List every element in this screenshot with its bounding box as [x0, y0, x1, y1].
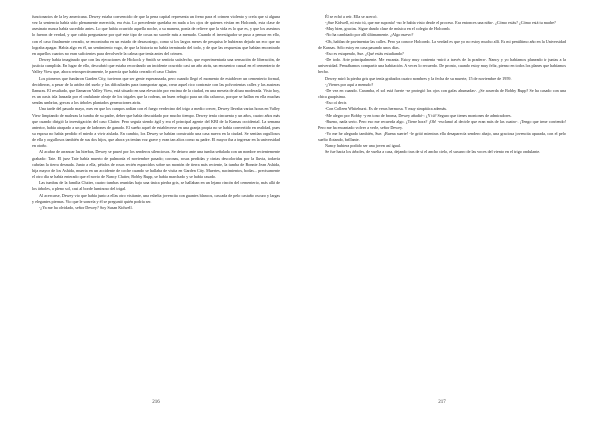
left-page: [32, 14, 280, 414]
paragraph: -Eso es estupendo, Sue. ¿Qué estás estudiando?: [325, 50, 404, 56]
paragraph: Dewey había imaginado que con las ejecuciones de Hickock y Smith se sentiría satisfecho, que experimentaría una sensación de liberación, de justicia cumplida. En lugar de ello, descubrió que estaba recordando un incidente ocurrido casi un año atrás, un encuentro casual en el cementerio de Valley View que, ahora retrospectivamente, le parecía que había cerrado el caso Clutter.: [32, 57, 280, 75]
paragraph: Los pioneros que fundaron Garden City, tuvieron que ser gente esperanzada, pero cuando llegó el momento de establecer un cementerio formal, decidieron, a pesar de la aridez del suelo y las dificultades para transportar agua, crear aquel rico contraste con las polvorientas calles y las austeras llanuras. El resultado, que llamaron Valley View, está situado en una elevación por encima de la ciudad, en una meseta de altura moderada. Visto hoy, es un oasis isla lanzada por el ondulante oleaje de los trigales que la rodean, un buen refugio para un día caluroso, porque se hallan en ella muchas sendas umbrías, grecas a los árboles plantados generaciones atrás.: [32, 75, 280, 106]
paragraph: Al acercarse, Dewey vio que había junto a ellas otro visitante, una esbelta jovencita con guantes blancos, cascada de pelo castaño oscuro y largas y elegantes piernas. Vio que le sonreía y él se preguntó quién podría ser.: [32, 192, 280, 204]
paragraph: Nancy hubiera podido ser una joven así igual.: [325, 143, 401, 149]
paragraph: -Muy bien, gracias. Sigue dando clase de música en el colegio de Holcomb.: [325, 26, 451, 32]
paragraph: -No ha cambiado por allí últimamente. ¿Algo nuevo?: [325, 32, 414, 38]
paragraph: -¿Ya me ha olvidado, señor Dewey? Soy Susan Kidwell.: [39, 204, 133, 210]
right-page-body: [318, 14, 566, 392]
paragraph: -Me alegro por Bobby -y en tono de broma, Dewey añadió-: ¿Y tú? Seguro que tienes montones de admiradores.: [325, 112, 512, 118]
paragraph: -Con Colleen Whitehurst. Es de veras hermosa. Y muy simpática además.: [325, 106, 448, 112]
left-page-body: [32, 14, 280, 392]
paragraph: Las tumbas de la familia Clutter, cuatro tumbas reunidas bajo una única piedra gris, se hallaban en un lejano rincón del cementerio, más allá de los árboles, a pleno sol, casi al borde luminoso del trigal.: [32, 180, 280, 192]
paragraph: -Oh, hablan de pavimentar las calles. Pero ya conoce Holcomb. La verdad es que yo no estoy mucho allí. Es mi penúltimo año en la Universidad de Kansas. Sólo estoy en casa pasando unos días.: [318, 38, 566, 50]
paragraph: Al acabar de arrancar las hierbas, Dewey se paseó por los senderos silenciosos. Se detuvo ante una tumba señalada con un nombre recientemente grabado: Tate. El juez Tate había muerto de pulmonía el noviembre pasado; coronas, rosas perdidas y cintas descoloridas por la lluvia, todavía cubrían la tierra desnuda. Junto a ella, pétalos de rosas recién esparcidos sobre un montón de tierra más reciente, la tumba de Bonnie Jean Ashida, hija mayor de los Ashida, muerta en un accidente de coche cuando se hallaba de visita en Garden City. Muertes, nacimientos, bodas... precisamente el otro día se había enterado que el novio de Nancy Clutter, Bobby Rupp, se había marchado y se había casado.: [32, 149, 280, 180]
page-number-right: 217: [438, 400, 446, 405]
paragraph: Una tarde del pasado mayo, mes en que los campos ardían con el fuego verdecino del trigo a medio crecer, Dewey llevaba varias horas en Valley View limpiando de malezas la tumba de su padre, deber que había descuidado por mucho tiempo. Dewey tenía cincuenta y un años, cuatro años más que cuando dirigió la investigación del caso Clutter. Pero seguía siendo ágil y era el principal agente del KBI de la Kansas occidental. La semana anterior, había atrapado a un par de ladrones de ganado. El sueño aquel de establecerse en una granja propia no se había convertido en realidad, pues su esposa no había perdido el miedo a vivir aislada. En cambio, los Dewey se habían construido una casa nueva en la ciudad. Se sentían orgullosos de ella y orgullosos también de sus dos hijos, que ahora ya tenían voz grave y eran tan altos como su padre. El mayor iba a ingresar en la universidad en otoño.: [32, 106, 280, 149]
paragraph: -Yo me he alegrado también, Sue. ¡Buena suerte! -le gritó mientras ella desaparecía sendero abajo, una graciosa jovencita apurada, con el pelo suelto flotando, brillante.: [318, 130, 566, 143]
paragraph: -De vez en cuando. Caramba, el sol está fuerte -se protegió los ojos con gafas ahumadas-. ¿Se acuerda de Bobby Rupp? Se ha casado con una chica guapísima.: [318, 87, 566, 100]
paragraph: -De todo. Arte principalmente. Me encanta. Estoy muy contenta -miró a través de la pradera-. Nancy y yo habíamos planeado ir juntas a la universidad. Pensábamos compartir una habitación. A veces lo recuerdo. De pronto, cuando estoy muy feliz, pienso en todos los planes que habíamos hecho.: [318, 57, 566, 75]
paragraph: -¡Sue Kidwell, ni esto tú, que me suponía! -no le había visto desde el proceso. Era entonces una niña-. ¿Cómo estás? ¿Cómo está tu madre?: [325, 20, 556, 26]
paragraph: Él se echó a reír. Ella se acercó.: [325, 14, 378, 19]
paragraph: Dewey miró la piedra gris que tenía grabados cuatro nombres y la fecha de su muerte, 15 de noviembre de 1959.: [325, 75, 512, 81]
right-page: [318, 14, 566, 414]
paragraph: -¿Vienes por aquí a menudo?: [325, 81, 374, 87]
paragraph: -Eso oí decir.: [325, 100, 347, 106]
page-number-left: 216: [152, 400, 160, 405]
paragraph: -Bueno, nada serio. Pero eso me recuerda algo. ¿Tiene hora? ¡Oh! -exclamó al decirle que eran más de las cuatro-. ¡Tengo que irme corriendo! Pero me ha encantado volver a verle, señor Dewey.: [318, 118, 566, 130]
paragraph: funcionarios de la ley americana. Dewey estaba convencido de que la pena capital representa un freno para el crimen violento y creía que si alguna vez la sentencia había sido plenamente merecida, era ésta. Lo precedente quedaba en nada a los ojos de quienes vivían en Holcomb, esta clase de asesinato nunca había sucedido antes. Lo que había ocurrido aquella noche, a su manera, ponía de relieve que la vida es lo que es, y que los asesinos lo fueron de verdad, y que cabía preguntarse por qué este tipo de cosas no sucede más a menudo. Cuando el investigador se puso a pensar en ello, con el caso finalmente cerrado, se encontraba en un estado de desasosiego, como si los largos meses de pesquisa le hubieran dejado un eco que no lograba apagar. Había algo en él, un sentimiento vago, de que la historia no había terminado del todo, y de que las respuestas que habían encontrado en aquellos cuartos no eran suficientes para devolverle la calma que tenía antes del crimen.: [32, 14, 280, 56]
paragraph: Se fue hacia los árboles, de vuelta a casa, dejando tras de sí el ancho cielo, el susurro de las voces del viento en el trigo ondulante.: [325, 149, 541, 155]
